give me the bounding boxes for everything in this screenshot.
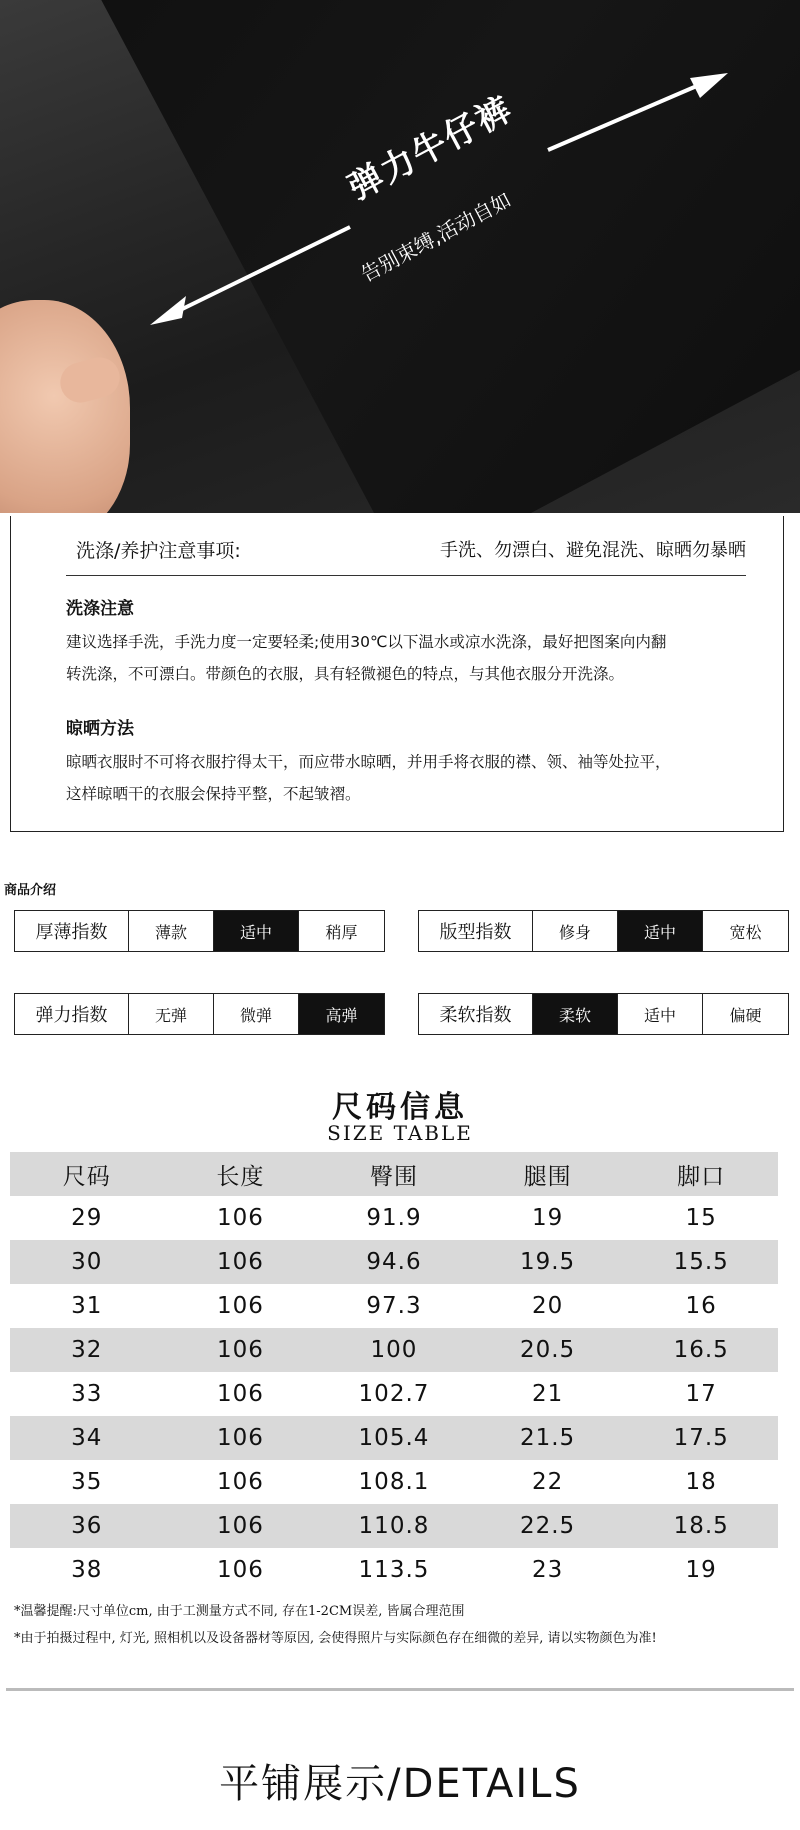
table-cell: 22.5 (519, 1513, 576, 1539)
table-row (10, 1240, 778, 1284)
index-option-selected: 适中 (618, 911, 703, 951)
index-thickness (14, 910, 385, 952)
table-row (10, 1416, 778, 1460)
table-cell: 38 (71, 1557, 103, 1583)
index-softness (418, 993, 789, 1035)
index-option: 无弹 (129, 994, 214, 1034)
product-section-title: 商品介绍 (4, 883, 57, 898)
size-table-subtitle: SIZE TABLE (327, 1121, 473, 1145)
table-row (10, 1328, 778, 1372)
table-cell: 21 (531, 1381, 564, 1407)
care-header (66, 526, 746, 576)
index-option: 微弹 (214, 994, 299, 1034)
table-cell: 15.5 (673, 1249, 729, 1275)
size-note-2: *由于拍摄过程中, 灯光, 照相机以及设备器材等原因, 会使得照片与实际颜色存在细微的差异, 请以实物颜色为准! (14, 1631, 657, 1646)
table-header-cell: 臀围 (369, 1163, 418, 1190)
table-cell: 19 (685, 1557, 717, 1583)
details-title: 平铺展示/DETAILS (219, 1761, 581, 1807)
divider (6, 1688, 794, 1691)
table-row (10, 1372, 778, 1416)
table-cell: 110.8 (358, 1513, 430, 1539)
table-cell: 34 (71, 1425, 103, 1451)
index-option: 薄款 (129, 911, 214, 951)
table-cell: 106 (216, 1337, 264, 1363)
table-cell: 31 (71, 1293, 103, 1319)
table-cell: 23 (531, 1557, 564, 1583)
table-cell: 106 (216, 1513, 264, 1539)
table-cell: 21.5 (519, 1425, 576, 1451)
table-header-row (10, 1152, 778, 1196)
table-cell: 97.3 (366, 1293, 422, 1319)
table-cell: 22 (531, 1469, 564, 1495)
table-cell: 29 (71, 1205, 103, 1231)
index-label: 柔软指数 (419, 994, 533, 1034)
wash-line-1: 建议选择手洗，手洗力度一定要轻柔;使用30℃以下温水或凉水洗涤，最好把图案向内翻 (66, 633, 667, 651)
table-cell: 17.5 (673, 1425, 729, 1451)
size-table-title: 尺码信息 (332, 1090, 468, 1125)
table-cell: 106 (216, 1205, 264, 1231)
table-cell: 35 (71, 1469, 103, 1495)
table-cell: 36 (71, 1513, 103, 1539)
care-header-value: 手洗、勿漂白、避免混洗、晾晒勿暴晒 (440, 540, 746, 561)
table-row (10, 1504, 778, 1548)
table-cell: 91.9 (366, 1205, 422, 1231)
index-elasticity (14, 993, 385, 1035)
table-cell: 32 (71, 1337, 103, 1363)
table-cell: 19.5 (519, 1249, 576, 1275)
table-cell: 102.7 (358, 1381, 430, 1407)
table-cell: 16.5 (673, 1337, 729, 1363)
table-row (10, 1460, 778, 1504)
index-option: 稍厚 (325, 922, 358, 942)
index-option: 宽松 (729, 922, 762, 942)
index-option: 修身 (533, 911, 618, 951)
table-header-cell: 脚口 (677, 1163, 726, 1190)
table-cell: 18.5 (673, 1513, 729, 1539)
table-cell: 16 (685, 1293, 717, 1319)
table-cell: 30 (71, 1249, 103, 1275)
table-row (10, 1196, 778, 1240)
table-cell: 106 (216, 1469, 264, 1495)
table-cell: 20 (531, 1293, 564, 1319)
size-note-1: *温馨提醒:尺寸单位cm, 由于工测量方式不同, 存在1-2CM误差, 皆属合理范围 (14, 1604, 465, 1619)
table-header-cell: 尺码 (62, 1163, 111, 1190)
table-cell: 33 (71, 1381, 103, 1407)
dry-line-1: 晾晒衣服时不可将衣服拧得太干，而应带水晾晒，并用手将衣服的襟、领、袖等处拉平， (66, 753, 671, 771)
table-cell: 106 (216, 1293, 264, 1319)
hero-subtitle: 告别束缚,活动自如 (356, 187, 516, 287)
table-cell: 19 (531, 1205, 564, 1231)
table-header-cell: 腿围 (523, 1163, 572, 1190)
index-label: 版型指数 (419, 911, 533, 951)
table-header-cell: 长度 (216, 1163, 265, 1190)
index-option: 适中 (618, 994, 703, 1034)
wash-title: 洗涤注意 (66, 599, 134, 619)
table-cell: 108.1 (358, 1469, 430, 1495)
index-fit (418, 910, 789, 952)
index-label: 厚薄指数 (15, 911, 129, 951)
dry-title: 晾晒方法 (66, 719, 134, 739)
hero-title: 弹力牛仔裤 (341, 88, 520, 209)
table-cell: 15 (685, 1205, 717, 1231)
index-option-selected: 高弹 (299, 994, 384, 1034)
index-option-selected: 柔软 (533, 994, 618, 1034)
care-header-label: 洗涤/养护注意事项: (76, 540, 241, 562)
table-cell: 105.4 (358, 1425, 430, 1451)
table-row (10, 1548, 778, 1592)
table-cell: 106 (216, 1425, 264, 1451)
dry-line-2: 这样晾晒干的衣服会保持平整，不起皱褶。 (66, 785, 361, 803)
hero-photo (0, 0, 800, 513)
table-cell: 100 (370, 1337, 418, 1363)
table-cell: 17 (685, 1381, 717, 1407)
index-option: 偏硬 (729, 1005, 762, 1025)
table-row (10, 1284, 778, 1328)
table-cell: 94.6 (366, 1249, 422, 1275)
table-cell: 106 (216, 1381, 264, 1407)
care-section (10, 516, 784, 832)
table-cell: 106 (216, 1249, 264, 1275)
table-cell: 20.5 (519, 1337, 576, 1363)
table-cell: 18 (685, 1469, 717, 1495)
wash-line-2: 转洗涤，不可漂白。带颜色的衣服，具有轻微褪色的特点，与其他衣服分开洗涤。 (66, 665, 625, 683)
index-label: 弹力指数 (15, 994, 129, 1034)
table-cell: 113.5 (358, 1557, 430, 1583)
size-table (10, 1152, 778, 1592)
index-option-selected: 适中 (214, 911, 299, 951)
table-cell: 106 (216, 1557, 264, 1583)
